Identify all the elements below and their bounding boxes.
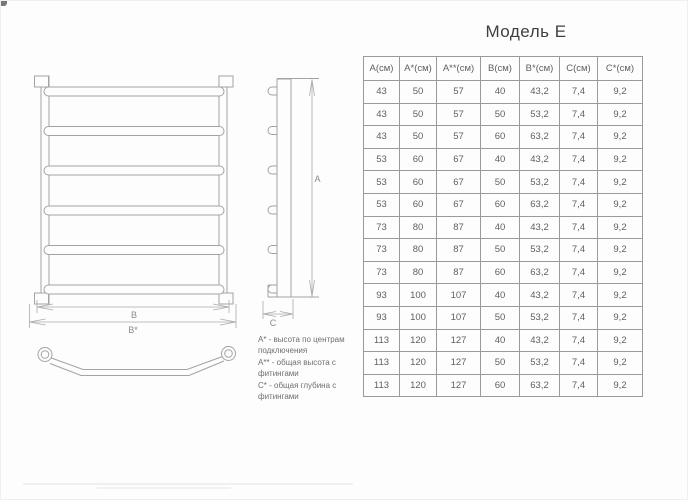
scan-artifact-line	[23, 483, 353, 485]
side-post	[277, 79, 291, 297]
table-row	[364, 193, 643, 216]
table-cell: 53,2	[520, 171, 560, 194]
table-cell: 53,2	[520, 306, 560, 329]
table-cell: 7,4	[560, 306, 598, 329]
table-row	[364, 148, 643, 171]
table-cell: 43,2	[520, 329, 560, 352]
table-cell: 43	[364, 103, 400, 126]
table-cell: 40	[481, 81, 520, 104]
column-header: А*(см)	[400, 57, 437, 81]
table-cell: 7,4	[560, 171, 598, 194]
footnote-a-star: А* - высота по центрам подключения	[258, 335, 345, 355]
table-cell: 120	[400, 352, 437, 375]
table-cell: 60	[481, 193, 520, 216]
table-cell: 50	[481, 103, 520, 126]
table-cell: 43	[364, 81, 400, 104]
table-cell: 57	[437, 103, 481, 126]
table-cell: 50	[481, 306, 520, 329]
table-cell: 43,2	[520, 81, 560, 104]
table-cell: 43,2	[520, 216, 560, 239]
side-view	[268, 79, 319, 298]
right-post-section	[222, 347, 236, 361]
table-cell: 9,2	[598, 216, 643, 239]
table-cell: 93	[364, 306, 400, 329]
table-cell: 50	[481, 171, 520, 194]
page-title: Модель Е	[485, 22, 567, 41]
table-cell: 63,2	[520, 193, 560, 216]
table-row	[364, 126, 643, 149]
column-header: А**(см)	[437, 57, 481, 81]
table-cell: 113	[364, 329, 400, 352]
column-header: В(см)	[481, 57, 520, 81]
table-cell: 9,2	[598, 374, 643, 397]
table-row	[364, 216, 643, 239]
table-cell: 7,4	[560, 148, 598, 171]
footnote-a-double-star: А** - общая высота с фитингами	[258, 358, 336, 378]
column-header: С*(см)	[598, 57, 643, 81]
table-cell: 9,2	[598, 103, 643, 126]
table-cell: 9,2	[598, 81, 643, 104]
bottom-right-fitting	[219, 293, 233, 304]
table-cell: 107	[437, 306, 481, 329]
column-header: С(см)	[560, 57, 598, 81]
table-cell: 50	[481, 239, 520, 262]
table-row	[364, 329, 643, 352]
front-view	[35, 76, 234, 304]
table-cell: 57	[437, 126, 481, 149]
table-cell: 60	[481, 126, 520, 149]
table-row	[364, 171, 643, 194]
dimension-c	[263, 299, 293, 328]
table-row	[364, 306, 643, 329]
table-cell: 113	[364, 374, 400, 397]
table-cell: 9,2	[598, 261, 643, 284]
table-cell: 7,4	[560, 374, 598, 397]
table-cell: 60	[481, 261, 520, 284]
table-cell: 7,4	[560, 126, 598, 149]
right-post	[219, 76, 227, 304]
table-row	[364, 239, 643, 262]
table-cell: 113	[364, 352, 400, 375]
column-header: А(см)	[364, 57, 400, 81]
dimension-a	[310, 80, 321, 297]
table-cell: 50	[400, 126, 437, 149]
table-cell: 127	[437, 329, 481, 352]
table-cell: 63,2	[520, 261, 560, 284]
table-row	[364, 81, 643, 104]
table-row	[364, 261, 643, 284]
table-cell: 7,4	[560, 216, 598, 239]
table-cell: 127	[437, 352, 481, 375]
dim-label-c: С	[269, 318, 277, 328]
table-row	[364, 374, 643, 397]
table-cell: 53,2	[520, 239, 560, 262]
table-row	[364, 103, 643, 126]
table-cell: 63,2	[520, 374, 560, 397]
table-cell: 53,2	[520, 103, 560, 126]
table-cell: 40	[481, 329, 520, 352]
table-cell: 73	[364, 239, 400, 262]
table-cell: 60	[481, 374, 520, 397]
left-post-section	[38, 348, 52, 362]
footnotes	[258, 335, 355, 404]
table-cell: 9,2	[598, 126, 643, 149]
table-cell: 100	[400, 306, 437, 329]
table-cell: 127	[437, 374, 481, 397]
dimensions-table	[363, 56, 643, 397]
table-cell: 40	[481, 216, 520, 239]
table-cell: 7,4	[560, 193, 598, 216]
table-cell: 7,4	[560, 352, 598, 375]
table-cell: 43,2	[520, 148, 560, 171]
table-cell: 80	[400, 261, 437, 284]
table-cell: 9,2	[598, 239, 643, 262]
table-cell: 53	[364, 193, 400, 216]
table-cell: 120	[400, 329, 437, 352]
table-cell: 100	[400, 284, 437, 307]
table-cell: 43,2	[520, 284, 560, 307]
table-cell: 9,2	[598, 284, 643, 307]
table-cell: 87	[437, 216, 481, 239]
table-cell: 9,2	[598, 171, 643, 194]
table-cell: 50	[400, 81, 437, 104]
table-cell: 67	[437, 193, 481, 216]
top-left-fitting	[35, 76, 49, 87]
footnote-c-star: С* - общая глубина с фитингами	[258, 381, 337, 401]
table-cell: 120	[400, 374, 437, 397]
table-cell: 57	[437, 81, 481, 104]
table-cell: 73	[364, 261, 400, 284]
table-header-row	[364, 57, 643, 81]
table-cell: 53	[364, 148, 400, 171]
rung-top-view	[38, 347, 236, 376]
table-cell: 9,2	[598, 352, 643, 375]
spec-table-body	[364, 81, 643, 397]
table-cell: 7,4	[560, 261, 598, 284]
table-cell: 87	[437, 261, 481, 284]
table-cell: 80	[400, 239, 437, 262]
table-cell: 67	[437, 148, 481, 171]
table-cell: 43	[364, 126, 400, 149]
scan-artifact-line	[96, 487, 231, 489]
table-cell: 7,4	[560, 239, 598, 262]
table-cell: 67	[437, 171, 481, 194]
table-cell: 9,2	[598, 148, 643, 171]
dimension-b	[37, 300, 229, 320]
table-cell: 9,2	[598, 306, 643, 329]
table-cell: 50	[481, 352, 520, 375]
dim-label-b-star: В*	[128, 325, 138, 335]
table-cell: 87	[437, 239, 481, 262]
rungs	[44, 87, 224, 294]
table-cell: 63,2	[520, 126, 560, 149]
dim-label-a: А	[314, 174, 321, 184]
table-cell: 7,4	[560, 329, 598, 352]
table-row	[364, 352, 643, 375]
table-cell: 73	[364, 216, 400, 239]
table-cell: 7,4	[560, 103, 598, 126]
table-cell: 107	[437, 284, 481, 307]
table-cell: 7,4	[560, 284, 598, 307]
table-cell: 80	[400, 216, 437, 239]
top-right-fitting	[219, 76, 233, 87]
column-header: В*(см)	[520, 57, 560, 81]
table-cell: 9,2	[598, 329, 643, 352]
table-cell: 60	[400, 171, 437, 194]
table-row	[364, 284, 643, 307]
table-cell: 50	[400, 103, 437, 126]
table-cell: 60	[400, 193, 437, 216]
table-cell: 40	[481, 284, 520, 307]
left-post	[41, 76, 49, 304]
table-cell: 60	[400, 148, 437, 171]
table-cell: 93	[364, 284, 400, 307]
table-cell: 9,2	[598, 193, 643, 216]
table-cell: 7,4	[560, 81, 598, 104]
table-cell: 40	[481, 148, 520, 171]
table-cell: 53	[364, 171, 400, 194]
dim-label-b: В	[130, 310, 138, 320]
table-cell: 53,2	[520, 352, 560, 375]
